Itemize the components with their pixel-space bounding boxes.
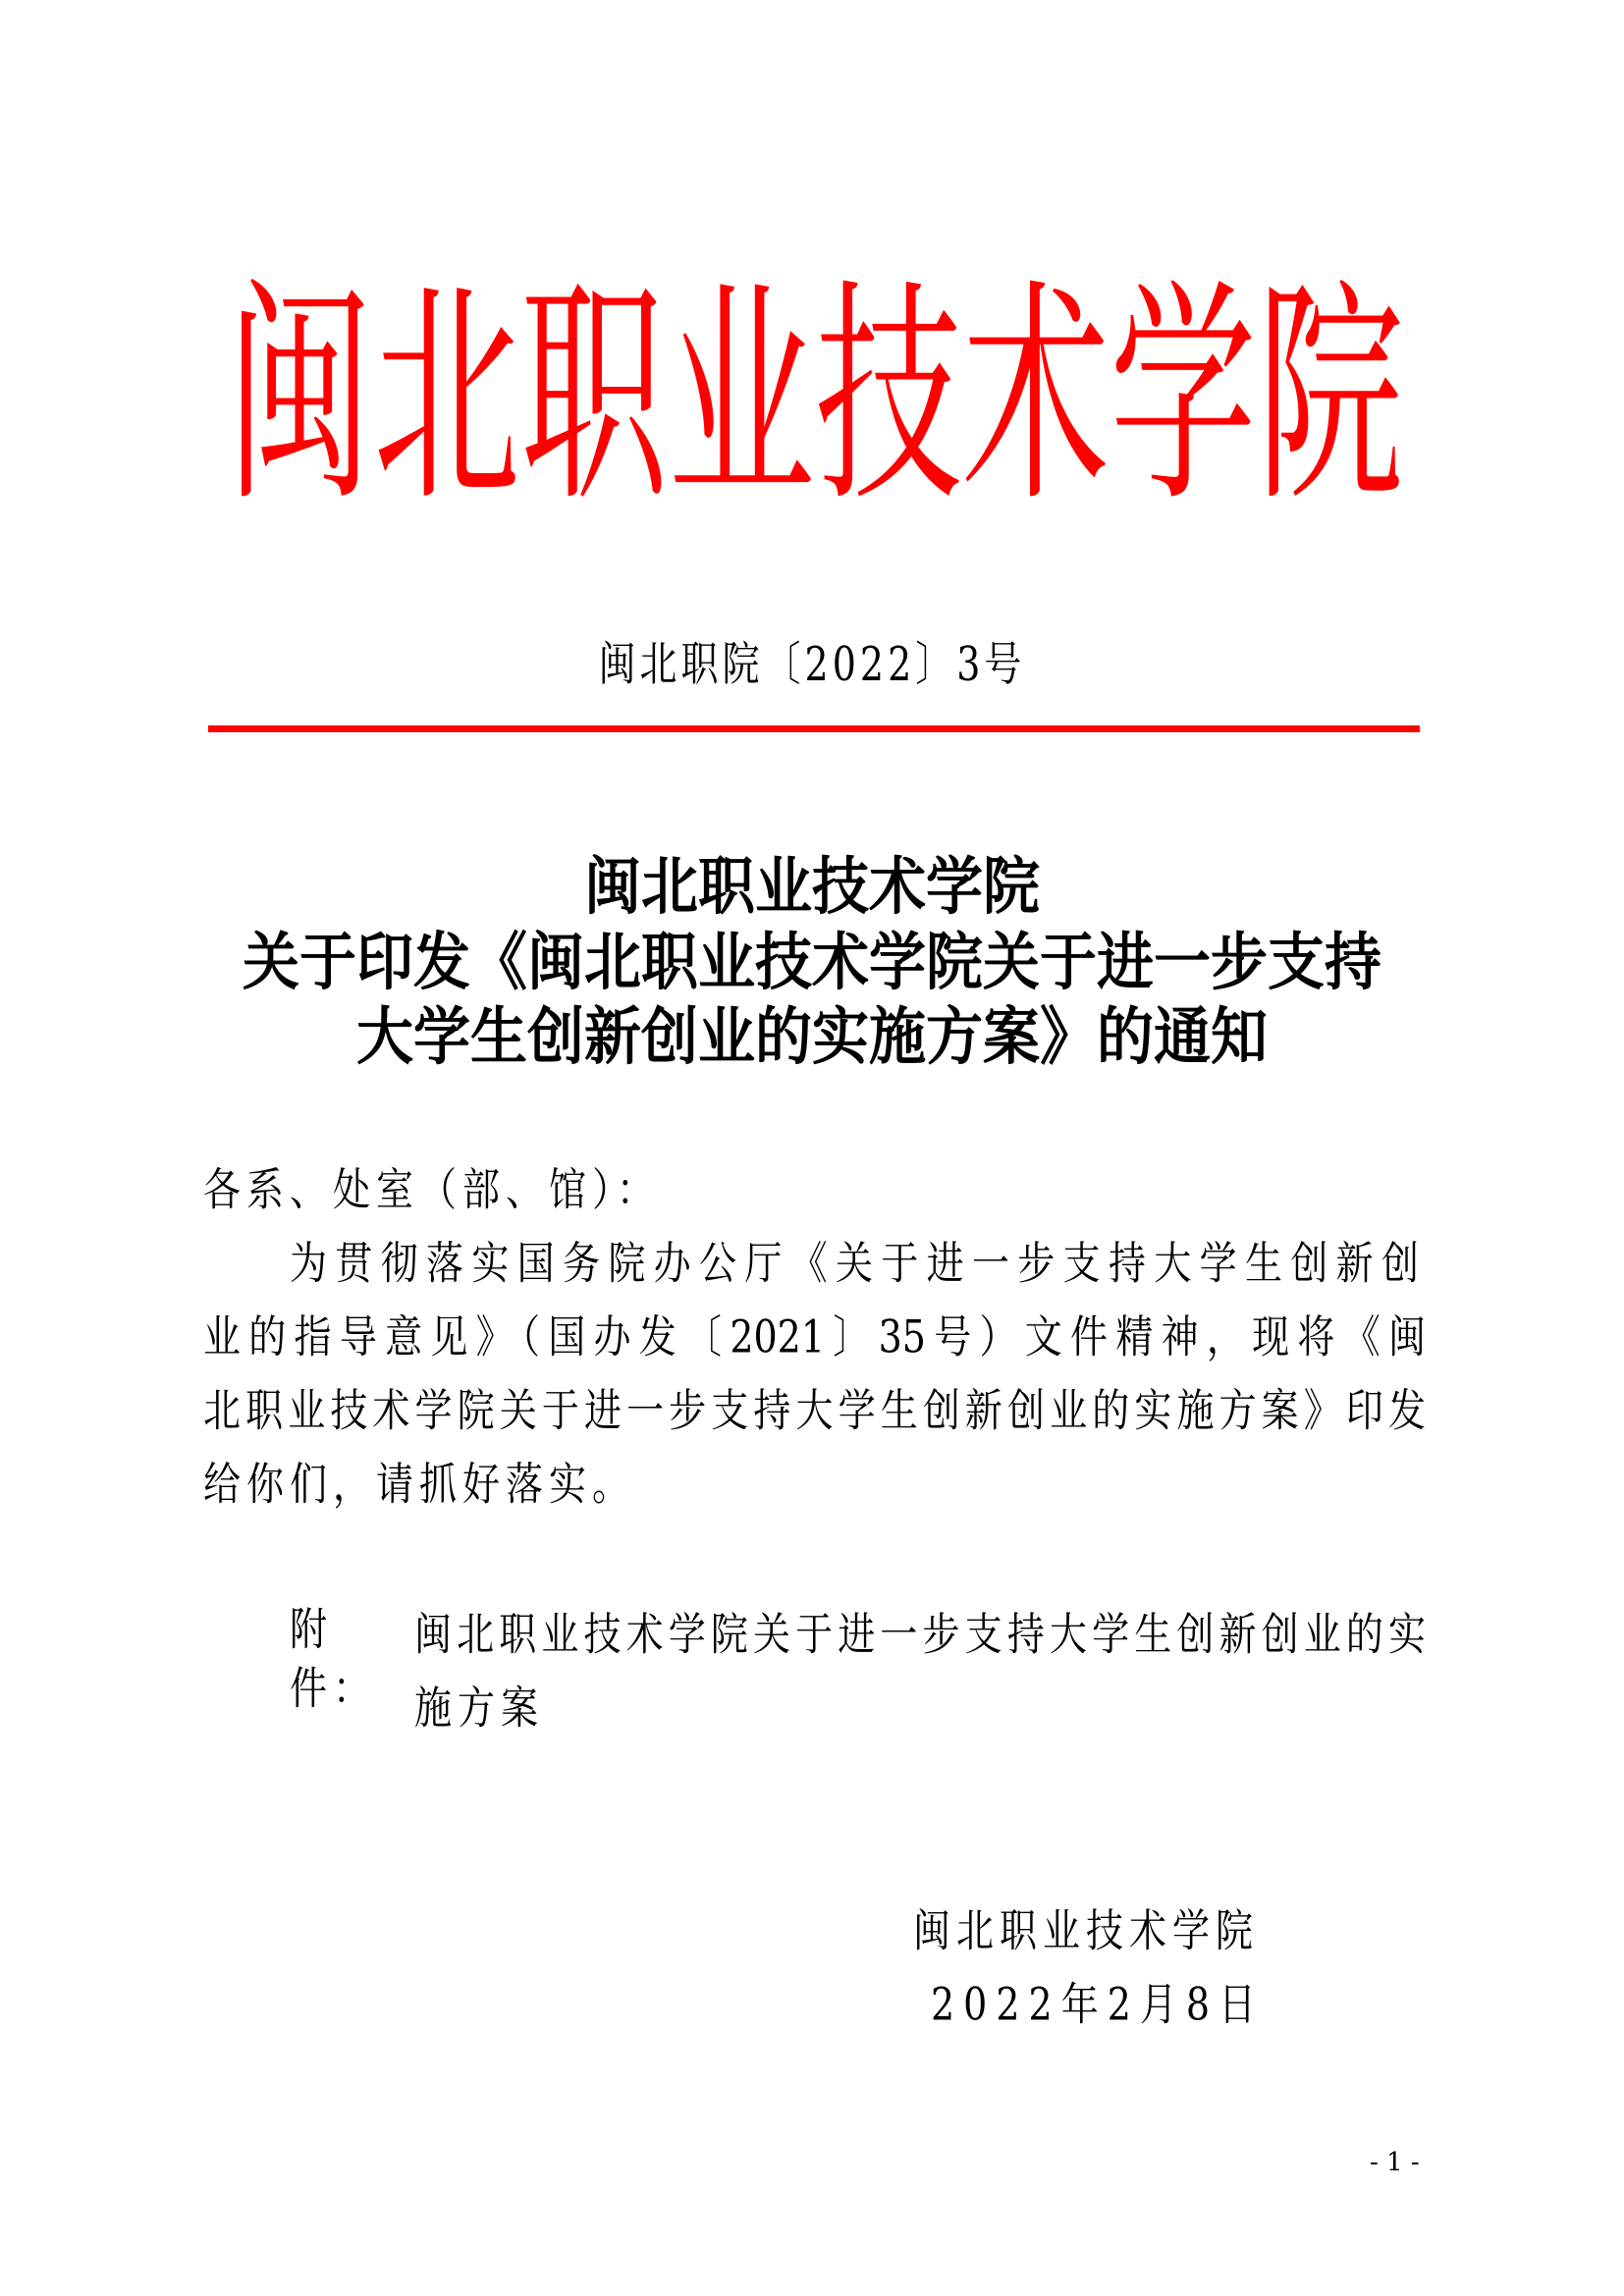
attachment-label: 附件： bbox=[290, 1603, 377, 1715]
issuer-banner: 闽北职业技术学院 bbox=[226, 260, 1405, 535]
title-line-2: 关于印发《闽北职业技术学院关于进一步支持 bbox=[242, 925, 1381, 999]
title-line-3: 大学生创新创业的实施方案》的通知 bbox=[355, 999, 1268, 1074]
paragraph-line: 为贯彻落实国务院办公厅《关于进一步支持大学生创新创 bbox=[290, 1237, 1419, 1290]
paragraph-line: 北职业技术学院关于进一步支持大学生创新创业的实施方案》印发 bbox=[203, 1384, 1426, 1437]
attachment-title: 闽北职业技术学院关于进一步支持大学生创新创业的实 bbox=[414, 1608, 1426, 1661]
signature-date: 2022年2月8日 bbox=[931, 1978, 1266, 2031]
signature-org: 闽北职业技术学院 bbox=[913, 1904, 1260, 1957]
attachment-title-cont: 施方案 bbox=[414, 1682, 545, 1735]
red-divider bbox=[208, 725, 1420, 732]
document-number: 闽北职院〔2022〕3号 bbox=[598, 637, 1026, 692]
paragraph-line: 给你们，请抓好落实。 bbox=[203, 1458, 636, 1511]
title-line-1: 闽北职业技术学院 bbox=[583, 849, 1040, 924]
salutation: 各系、处室（部、馆）： bbox=[203, 1163, 661, 1216]
page-number: - 1 - bbox=[1370, 2148, 1420, 2177]
paragraph-line: 业的指导意见》（国办发〔2021〕35号）文件精神，现将《闽 bbox=[203, 1310, 1426, 1363]
